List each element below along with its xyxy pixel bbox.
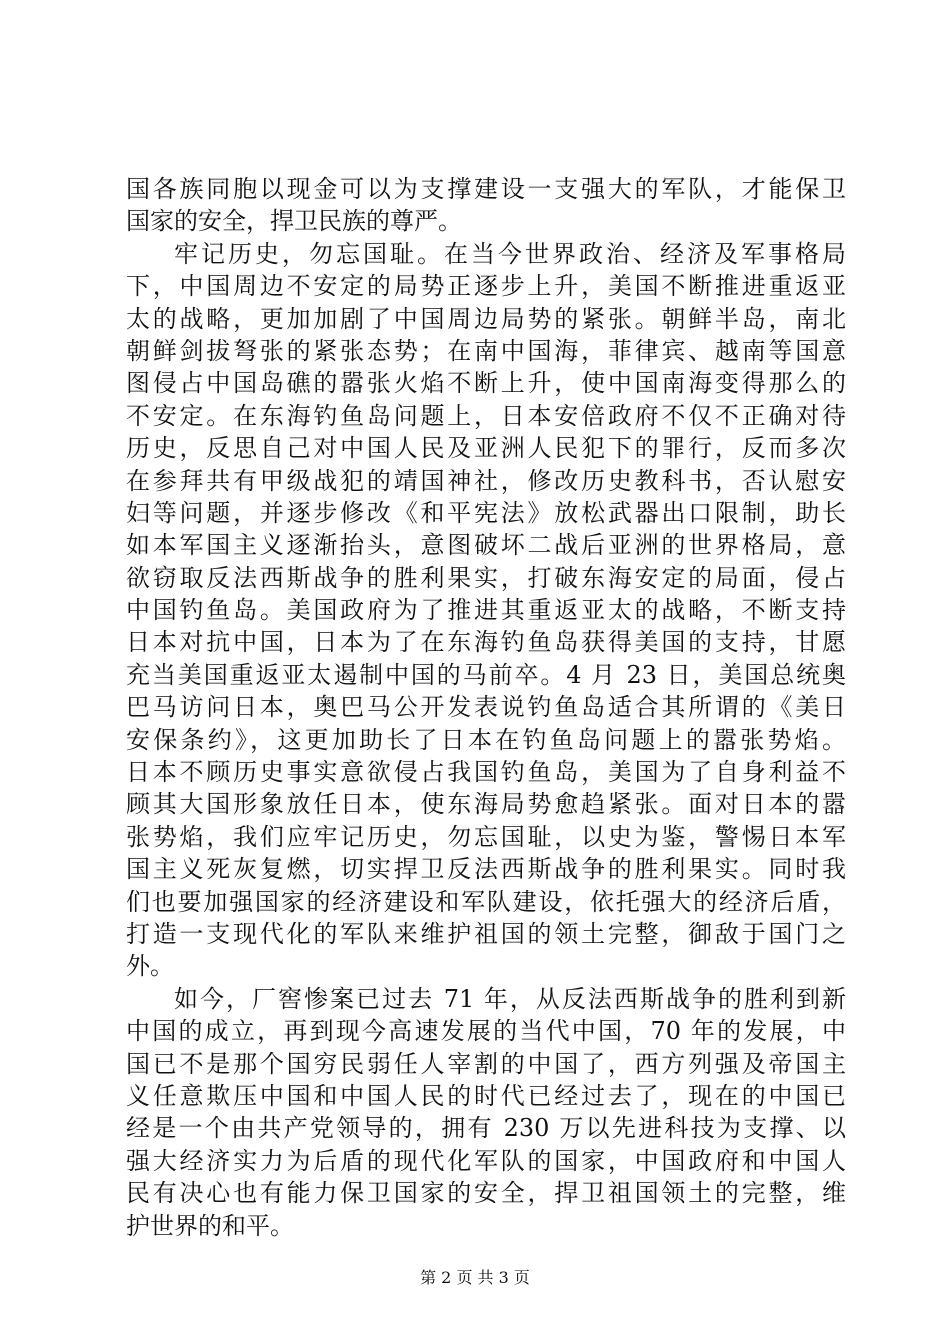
text-line: 下，中国周边不安定的局势正逐步上升，美国不断推进重返亚	[126, 272, 846, 301]
text-line: 如本军国主义逐渐抬头，意图破坏二战后亚洲的世界格局，意	[126, 531, 846, 560]
text-line: 安保条约》，这更加助长了日本在钓鱼岛问题上的嚣张势焰。	[126, 725, 846, 754]
page-footer	[0, 1268, 950, 1288]
text-line: 打造一支现代化的军队来维护祖国的领土完整，御敌于国门之	[126, 919, 846, 948]
page-number: 第 2 页 共 3 页	[420, 1268, 530, 1287]
text-line: 巴马访问日本，奥巴马公开发表说钓鱼岛适合其所谓的《美日	[126, 693, 846, 722]
text-line: 国已不是那个国穷民弱任人宰割的中国了，西方列强及帝国主	[126, 1049, 846, 1078]
text-line: 国各族同胞以现金可以为支撑建设一支强大的军队，才能保卫	[126, 175, 846, 203]
text-line: 国主义死灰复燃，切实捍卫反法西斯战争的胜利果实。同时我	[126, 855, 846, 884]
text-line: 中国钓鱼岛。美国政府为了推进其重返亚太的战略，不断支持	[126, 596, 846, 625]
text-line: 外。	[126, 952, 174, 981]
text-line: 义任意欺压中国和中国人民的时代已经过去了，现在的中国已	[126, 1081, 846, 1110]
paragraph-2	[126, 238, 846, 983]
text-line: 朝鲜剑拔弩张的紧张态势；在南中国海，菲律宾、越南等国意	[126, 336, 846, 365]
text-line: 图侵占中国岛礁的嚣张火焰不断上升，使中国南海变得那么的	[126, 369, 846, 398]
text-line: 民有决心也有能力保卫国家的安全，捍卫祖国领土的完整，维	[126, 1179, 846, 1208]
text-line: 经是一个由共产党领导的，拥有 230 万以先进科技为支撑、以	[126, 1114, 846, 1143]
paragraph-1	[126, 173, 846, 238]
text-line: 张势焰，我们应牢记历史，勿忘国耻，以史为鉴，警惕日本军	[126, 822, 846, 851]
text-line: 妇等问题，并逐步修改《和平宪法》放松武器出口限制，助长	[126, 498, 846, 527]
text-line: 们也要加强国家的经济建设和军队建设，依托强大的经济后盾，	[126, 887, 846, 916]
text-line: 如今，厂窖惨案已过去 71 年，从反法西斯战争的胜利到新	[174, 984, 846, 1013]
text-line: 充当美国重返亚太遏制中国的马前卒。4 月 23 日，美国总统奥	[126, 660, 846, 689]
text-line: 在参拜共有甲级战犯的靖国神社，修改历史教科书，否认慰安	[126, 466, 846, 495]
text-line: 太的战略，更加加剧了中国周边局势的紧张。朝鲜半岛，南北	[126, 304, 846, 333]
text-line: 历史，反思自己对中国人民及亚洲人民犯下的罪行，反而多次	[126, 434, 846, 463]
text-line: 国家的安全，捍卫民族的尊严。	[126, 207, 462, 236]
text-line: 顾其大国形象放任日本，使东海局势愈趋紧张。面对日本的嚣	[126, 790, 846, 819]
document-body	[126, 173, 846, 1242]
text-line: 日本对抗中国，日本为了在东海钓鱼岛获得美国的支持，甘愿	[126, 628, 846, 657]
text-line: 欲窃取反法西斯战争的胜利果实，打破东海安定的局面，侵占	[126, 563, 846, 592]
text-line: 牢记历史，勿忘国耻。在当今世界政治、经济及军事格局	[174, 239, 846, 268]
text-line: 日本不顾历史事实意欲侵占我国钓鱼岛，美国为了自身利益不	[126, 758, 846, 787]
text-line: 中国的成立，再到现今高速发展的当代中国，70 年的发展，中	[126, 1017, 846, 1046]
text-line: 不安定。在东海钓鱼岛问题上，日本安倍政府不仅不正确对待	[126, 401, 846, 430]
paragraph-3	[126, 983, 846, 1242]
text-line: 护世界的和平。	[126, 1211, 294, 1240]
text-line: 强大经济实力为后盾的现代化军队的国家，中国政府和中国人	[126, 1146, 846, 1175]
